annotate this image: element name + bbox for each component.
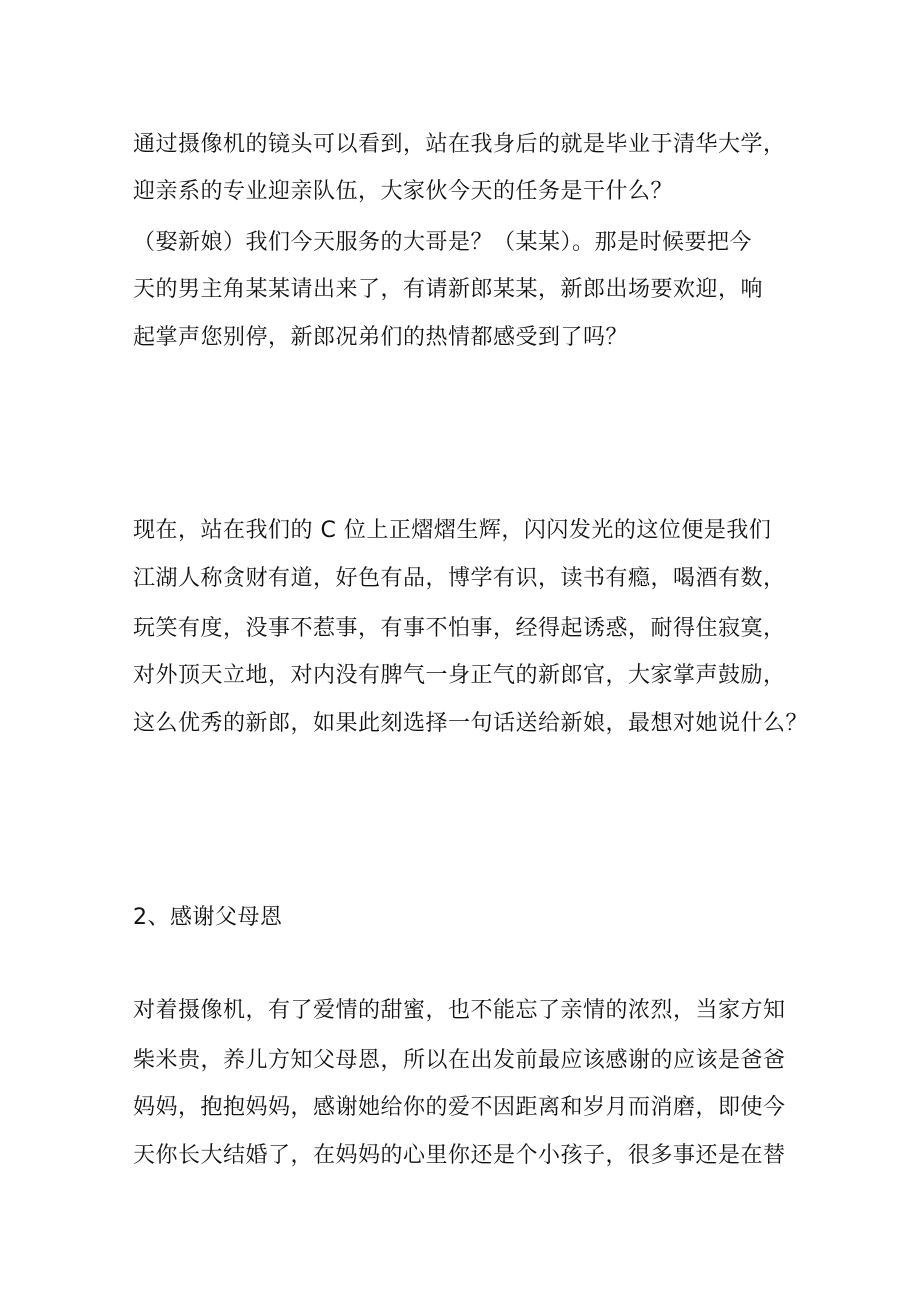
paragraph-2-line-4: 对外顶天立地，对内没有脾气一身正气的新郎官，大家掌声鼓励， [133,663,786,688]
paragraph-2-line-3: 玩笑有度，没事不惹事，有事不怕事，经得起诱惑，耐得住寂寞， [133,616,786,641]
paragraph-3-line-3: 妈妈，抱抱妈妈，感谢她给你的爱不因距离和岁月而消磨，即使今 [133,1095,786,1120]
paragraph-3-line-1: 对着摄像机，有了爱情的甜蜜，也不能忘了亲情的浓烈，当家方知 [133,998,786,1023]
paragraph-1-line-5: 起掌声您别停，新郎况弟们的热情都感受到了吗？ [133,325,629,350]
paragraph-2-line-2: 江湖人称贪财有道，好色有品，博学有识，读书有瘾，喝酒有数， [133,566,786,591]
paragraph-3-line-2: 柴米贵，养儿方知父母恩，所以在出发前最应该感谢的应该是爸爸 [133,1048,786,1073]
paragraph-1-line-3: （娶新娘）我们今天服务的大哥是？（某某）。那是时候要把今 [133,230,753,255]
paragraph-2-line-5: 这么优秀的新郎，如果此刻选择一句话送给新娘，最想对她说什么？ [133,711,809,736]
paragraph-1-line-4: 天的男主角某某请出来了，有请新郎某某，新郎出场要欢迎，响 [133,277,764,302]
paragraph-2-line-1: 现在，站在我们的 C 位上正熠熠生辉，闪闪发光的这位便是我们 [133,518,772,543]
section-heading: 2、感谢父母恩 [133,905,283,930]
paragraph-1-line-2: 迎亲系的专业迎亲队伍，大家伙今天的任务是干什么？ [133,179,674,204]
paragraph-3-line-4: 天你长大结婚了，在妈妈的心里你还是个小孩子，很多事还是在替 [133,1143,786,1168]
paragraph-1-line-1: 通过摄像机的镜头可以看到，站在我身后的就是毕业于清华大学， [133,132,786,157]
